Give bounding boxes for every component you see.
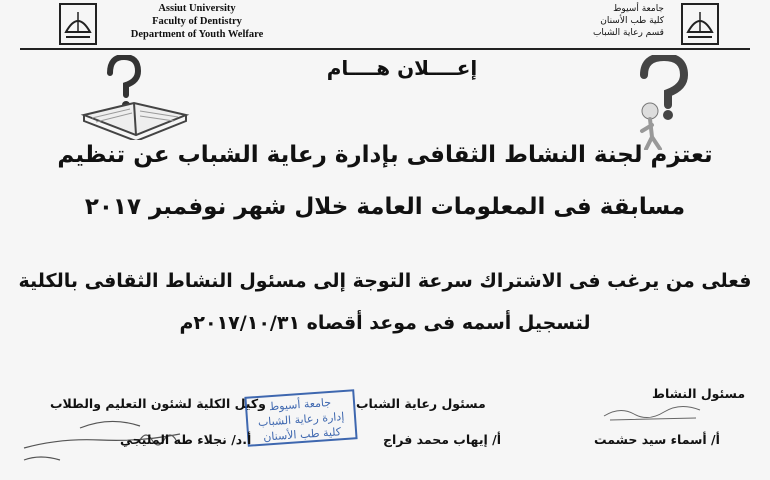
header-divider bbox=[20, 48, 750, 50]
activity-officer-title: مسئول النشاط bbox=[652, 386, 746, 401]
stamp-line-3: كلية طب الأسنان bbox=[262, 425, 342, 444]
activity-officer-name: أ/ أسماء سيد حشمت bbox=[594, 432, 720, 447]
open-book-question-icon bbox=[80, 55, 190, 140]
header-ar-faculty: كلية طب الأسنان bbox=[600, 16, 664, 26]
vice-dean-name: أ.د/ نجلاء طه المليجي bbox=[120, 432, 252, 447]
handwritten-signature bbox=[600, 402, 710, 424]
body-line-3: فعلى من يرغب فى الاشتراك سرعة التوجة إلى مسئول النشاط الثقافى بالكلية bbox=[18, 270, 752, 292]
body-line-2: مسابقة فى المعلومات العامة خلال شهر نوفمبر ٢٠١٧ bbox=[84, 194, 686, 220]
university-logo bbox=[58, 2, 98, 46]
body-line-1: تعتزم لجنة النشاط الثقافى بإدارة رعاية الشباب عن تنظيم bbox=[57, 142, 713, 168]
official-stamp bbox=[244, 389, 357, 447]
header-en-faculty: Faculty of Dentistry bbox=[152, 16, 242, 27]
body-line-4: لتسجيل أسمه فى موعد أقصاه ٢٠١٧/١٠/٣١م bbox=[179, 312, 591, 334]
stamp-line-2: إدارة رعاية الشباب bbox=[257, 409, 345, 429]
header-english bbox=[112, 2, 282, 41]
youth-welfare-name: أ/ إيهاب محمد فراج bbox=[383, 432, 501, 447]
header-ar-department: قسم رعاية الشباب bbox=[592, 28, 664, 38]
header-arabic bbox=[544, 3, 664, 39]
announcement-title: إعــــلان هــــام bbox=[326, 56, 478, 80]
header-en-department: Department of Youth Welfare bbox=[130, 29, 264, 40]
header-ar-university: جامعة أسيوط bbox=[613, 4, 664, 14]
university-logo bbox=[680, 2, 720, 46]
vice-dean-title: وكيل الكلية لشئون التعليم والطلاب bbox=[50, 396, 266, 411]
header-en-university: Assiut University bbox=[158, 3, 236, 14]
thinking-figure-question-icon bbox=[630, 55, 700, 150]
stamp-line-1: جامعة أسيوط bbox=[268, 395, 332, 414]
youth-welfare-title: مسئول رعاية الشباب bbox=[356, 396, 486, 411]
